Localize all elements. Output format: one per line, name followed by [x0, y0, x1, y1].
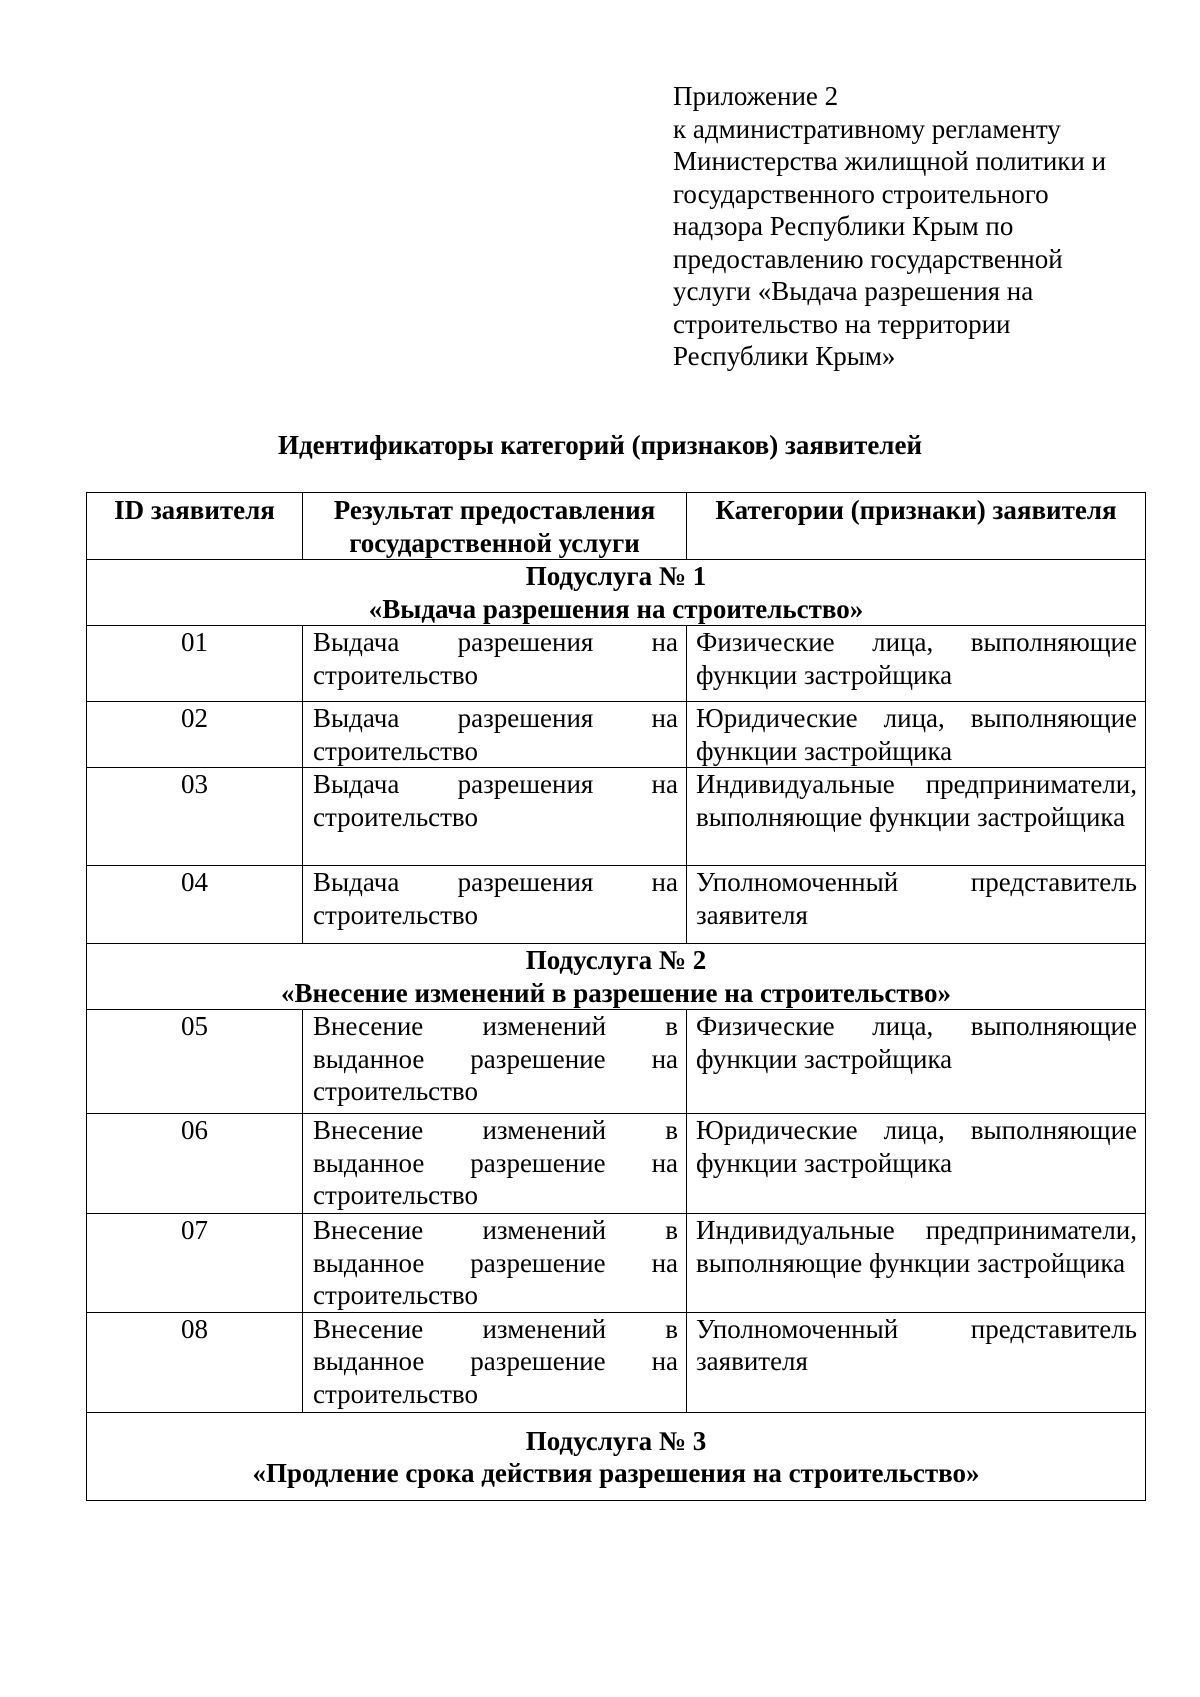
subservice-name: «Внесение изменений в разрешение на строительство» [281, 977, 951, 1008]
cell-category: Уполномоченный представитель заявителя [687, 866, 1146, 944]
appendix-line: Республики Крым» [673, 341, 896, 371]
subservice-heading [87, 944, 1146, 1010]
cell-category: Уполномоченный представитель заявителя [687, 1312, 1146, 1412]
cell-category: Физические лица, выполняющие функции застройщика [687, 1010, 1146, 1114]
subservice-row [87, 560, 1146, 626]
cell-result: Внесение изменений в выданное разрешение на строительство [303, 1214, 687, 1313]
appendix-line: надзора Республики Крым по [673, 211, 1014, 241]
header-id: ID заявителя [87, 493, 303, 560]
document-title: Идентификаторы категорий (признаков) заявителей [277, 430, 923, 460]
applicant-id-table [86, 492, 1146, 1501]
cell-result: Внесение изменений в выданное разрешение на строительство [303, 1114, 687, 1214]
subservice-row [87, 944, 1146, 1010]
table-row [87, 1312, 1146, 1412]
table-row [87, 1114, 1146, 1214]
cell-result: Выдача разрешения на строительство [303, 702, 687, 768]
cell-category: Физические лица, выполняющие функции застройщика [687, 626, 1146, 702]
cell-id: 07 [87, 1214, 303, 1313]
subservice-name: «Выдача разрешения на строительство» [368, 593, 864, 624]
cell-category: Юридические лица, выполняющие функции застройщика [687, 702, 1146, 768]
cell-result: Внесение изменений в выданное разрешение на строительство [303, 1010, 687, 1114]
table-row [87, 768, 1146, 866]
appendix-line: предоставлению государственной [673, 243, 1063, 274]
table-row [87, 702, 1146, 768]
header-result: Результат предоставления государственной услуги [303, 493, 687, 560]
cell-result: Выдача разрешения на строительство [303, 626, 687, 702]
appendix-line: Приложение 2 [673, 81, 839, 111]
subservice-heading [87, 1412, 1146, 1500]
cell-result: Выдача разрешения на строительство [303, 866, 687, 944]
table-row [87, 1010, 1146, 1114]
appendix-line: к административному регламенту [673, 113, 1061, 144]
subservice-label: Подуслуга № 2 [525, 945, 707, 975]
appendix-line: государственного строительного [673, 178, 1049, 209]
subservice-label: Подуслуга № 3 [525, 1425, 707, 1456]
subservice-heading [87, 560, 1146, 626]
table-header-row [87, 493, 1146, 560]
appendix-block [673, 80, 1143, 373]
appendix-line: строительство на территории [673, 308, 1011, 339]
cell-category: Юридические лица, выполняющие функции застройщика [687, 1114, 1146, 1214]
cell-category: Индивидуальные предприниматели, выполняющие функции застройщика [687, 768, 1146, 866]
table-row [87, 626, 1146, 702]
cell-id: 04 [87, 866, 303, 944]
cell-result: Внесение изменений в выданное разрешение на строительство [303, 1312, 687, 1412]
cell-id: 05 [87, 1010, 303, 1114]
subservice-name: «Продление срока действия разрешения на строительство» [252, 1458, 980, 1488]
cell-result: Выдача разрешения на строительство [303, 768, 687, 866]
table-row [87, 1214, 1146, 1313]
subservice-label: Подуслуга № 1 [525, 561, 707, 591]
appendix-line: Министерства жилищной политики и [673, 146, 1107, 176]
cell-id: 02 [87, 702, 303, 768]
cell-id: 06 [87, 1114, 303, 1214]
cell-id: 01 [87, 626, 303, 702]
header-category: Категории (признаки) заявителя [687, 493, 1146, 560]
table-row [87, 866, 1146, 944]
subservice-row [87, 1412, 1146, 1500]
cell-id: 03 [87, 768, 303, 866]
cell-category: Индивидуальные предприниматели, выполняющие функции застройщика [687, 1214, 1146, 1313]
cell-id: 08 [87, 1312, 303, 1412]
appendix-line: услуги «Выдача разрешения на [673, 276, 1034, 306]
